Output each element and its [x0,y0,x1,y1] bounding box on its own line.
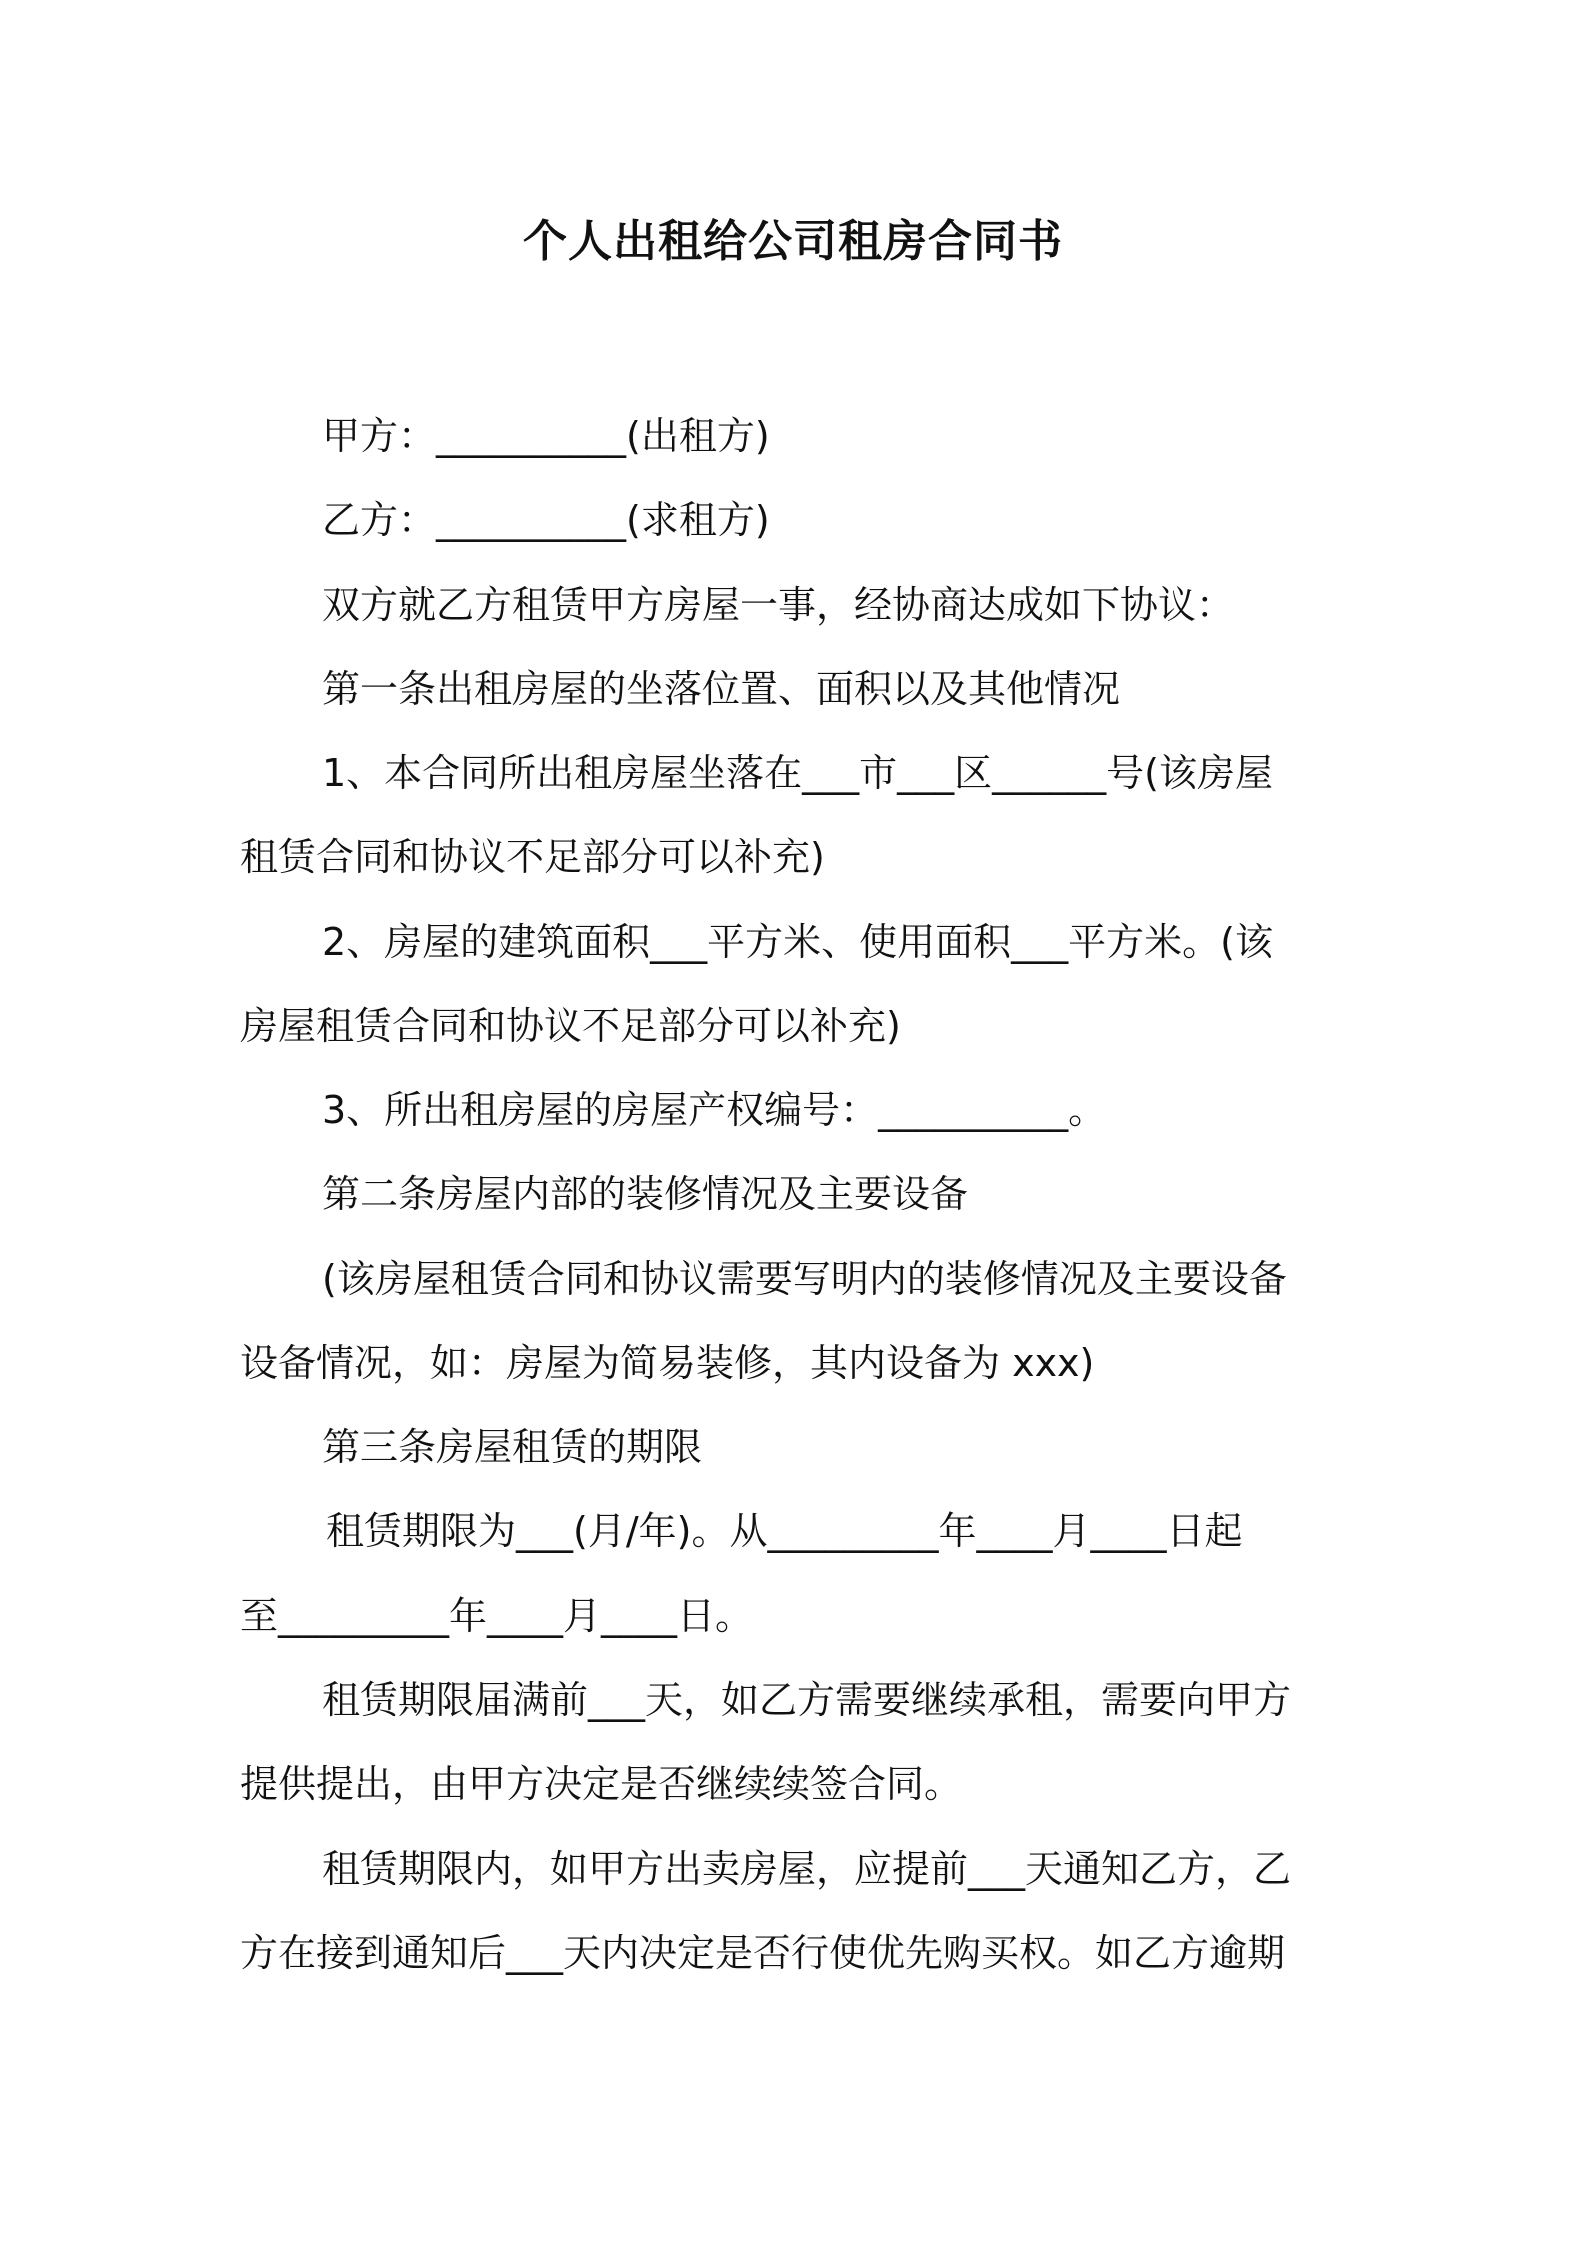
party-a-line: 甲方：__________(出租方) [322,414,770,458]
article-2-note-1: (该房屋租赁合同和协议需要写明内的装修情况及主要设备 [322,1257,1287,1301]
clause-1-2-line-2: 房屋租赁合同和协议不足部分可以补充) [240,1004,901,1048]
clause-1-1-line-2: 租赁合同和协议不足部分可以补充) [240,835,825,879]
document-title: 个人出租给公司租房合同书 [523,216,1063,267]
lease-term-line-1: 租赁期限为___(月/年)。从_________年____月____日起 [326,1509,1243,1553]
clause-1-1-line-1: 1、本合同所出租房屋坐落在___市___区______号(该房屋 [322,751,1274,795]
clause-1-3-line: 3、所出租房屋的房屋产权编号：__________。 [322,1088,1107,1132]
agreement-intro: 双方就乙方租赁甲方房屋一事，经协商达成如下协议： [322,583,1235,627]
renewal-line-1: 租赁期限届满前___天，如乙方需要继续承租，需要向甲方 [322,1678,1292,1722]
sale-notice-line-1: 租赁期限内，如甲方出卖房屋，应提前___天通知乙方，乙 [322,1847,1292,1891]
lease-term-line-2: 至_________年____月____日。 [240,1594,754,1638]
article-2-note-2: 设备情况，如：房屋为简易装修，其内设备为 xxx) [240,1341,1095,1385]
article-2-heading: 第二条房屋内部的装修情况及主要设备 [322,1172,969,1216]
article-3-heading: 第三条房屋租赁的期限 [322,1425,703,1469]
sale-notice-line-2: 方在接到通知后___天内决定是否行使优先购买权。如乙方逾期 [240,1931,1286,1975]
party-b-line: 乙方：__________(求租方) [322,498,770,542]
clause-1-2-line-1: 2、房屋的建筑面积___平方米、使用面积___平方米。(该 [322,920,1274,964]
article-1-heading: 第一条出租房屋的坐落位置、面积以及其他情况 [322,667,1121,711]
renewal-line-2: 提供提出，由甲方决定是否继续续签合同。 [240,1762,963,1806]
